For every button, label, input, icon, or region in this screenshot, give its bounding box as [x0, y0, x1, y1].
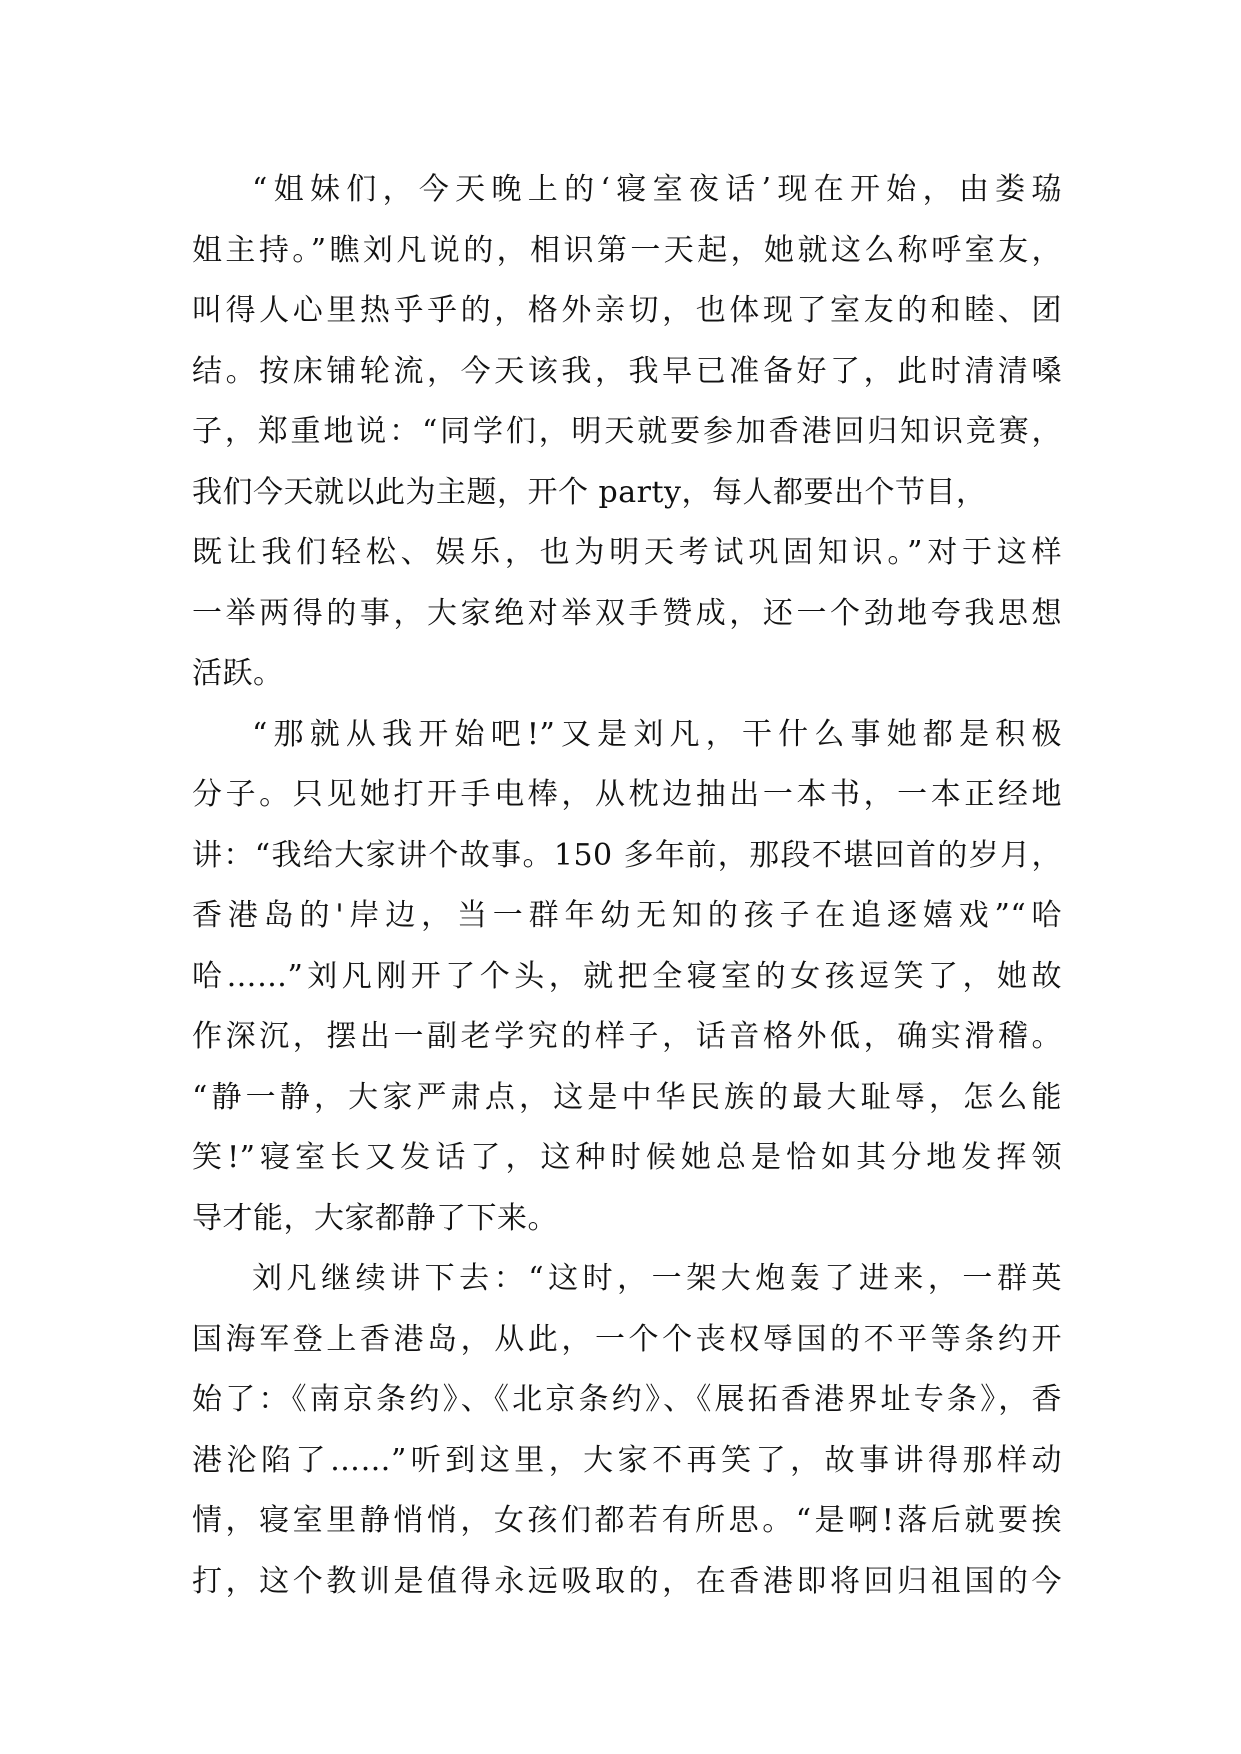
text-line: 姐主持。”瞧刘凡说的，相识第一天起，她就这么称呼室友， [192, 232, 1062, 268]
text-line: 活跃。 [192, 656, 284, 691]
text-line: 刘凡继续讲下去：“这时，一架大炮轰了进来，一群英 [252, 1261, 1062, 1296]
text-line: 一举两得的事，大家绝对举双手赞成，还一个劲地夸我思想 [192, 595, 1062, 631]
text-line: 打，这个教训是值得永远吸取的，在香港即将回归祖国的今 [192, 1563, 1062, 1599]
text-line: 讲：“我给大家讲个故事。150 多年前，那段不堪回首的岁月， [192, 837, 1062, 873]
text-line: 分子。只见她打开手电棒，从枕边抽出一本书，一本正经地 [192, 777, 1062, 812]
text-line: 作深沉，摆出一副老学究的样子，话音格外低，确实滑稽。 [192, 1019, 1062, 1054]
document-body [192, 160, 1062, 1612]
text-line: 我们今天就以此为主题，开个 party，每人都要出个节目， [192, 474, 987, 510]
text-line: “静一静，大家严肃点，这是中华民族的最大耻辱，怎么能 [192, 1079, 1062, 1115]
text-line: 香港岛的'岸边，当一群年幼无知的孩子在追逐嬉戏”“哈 [192, 898, 1062, 933]
text-line: “姐妹们，今天晚上的‘寝室夜话’现在开始，由娄珕 [252, 172, 1062, 207]
paragraph [192, 1249, 1062, 1612]
text-line: 情，寝室里静悄悄，女孩们都若有所思。“是啊!落后就要挨 [192, 1503, 1062, 1538]
text-line: “那就从我开始吧!”又是刘凡，干什么事她都是积极 [252, 716, 1062, 752]
text-line: 结。按床铺轮流，今天该我，我早已准备好了，此时清清嗓 [192, 353, 1062, 389]
text-line: 笑!”寝室长又发话了，这种时候她总是恰如其分地发挥领 [192, 1140, 1062, 1175]
paragraph [192, 705, 1062, 1250]
text-line: 既让我们轻松、娱乐，也为明天考试巩固知识。”对于这样 [192, 535, 1062, 570]
text-line: 哈……”刘凡刚开了个头，就把全寝室的女孩逗笑了，她故 [192, 958, 1062, 994]
text-line: 子，郑重地说：“同学们，明天就要参加香港回归知识竞赛， [192, 414, 1062, 449]
text-line: 国海军登上香港岛，从此，一个个丧权辱国的不平等条约开 [192, 1321, 1062, 1357]
text-line: 始了：《南京条约》、《北京条约》、《展拓香港界址专条》，香 [192, 1382, 1062, 1417]
text-line: 港沦陷了……”听到这里，大家不再笑了，故事讲得那样动 [192, 1442, 1062, 1478]
text-line: 叫得人心里热乎乎的，格外亲切，也体现了室友的和睦、团 [192, 293, 1062, 328]
text-line: 导才能，大家都静了下来。 [192, 1200, 558, 1236]
paragraph [192, 160, 1062, 705]
